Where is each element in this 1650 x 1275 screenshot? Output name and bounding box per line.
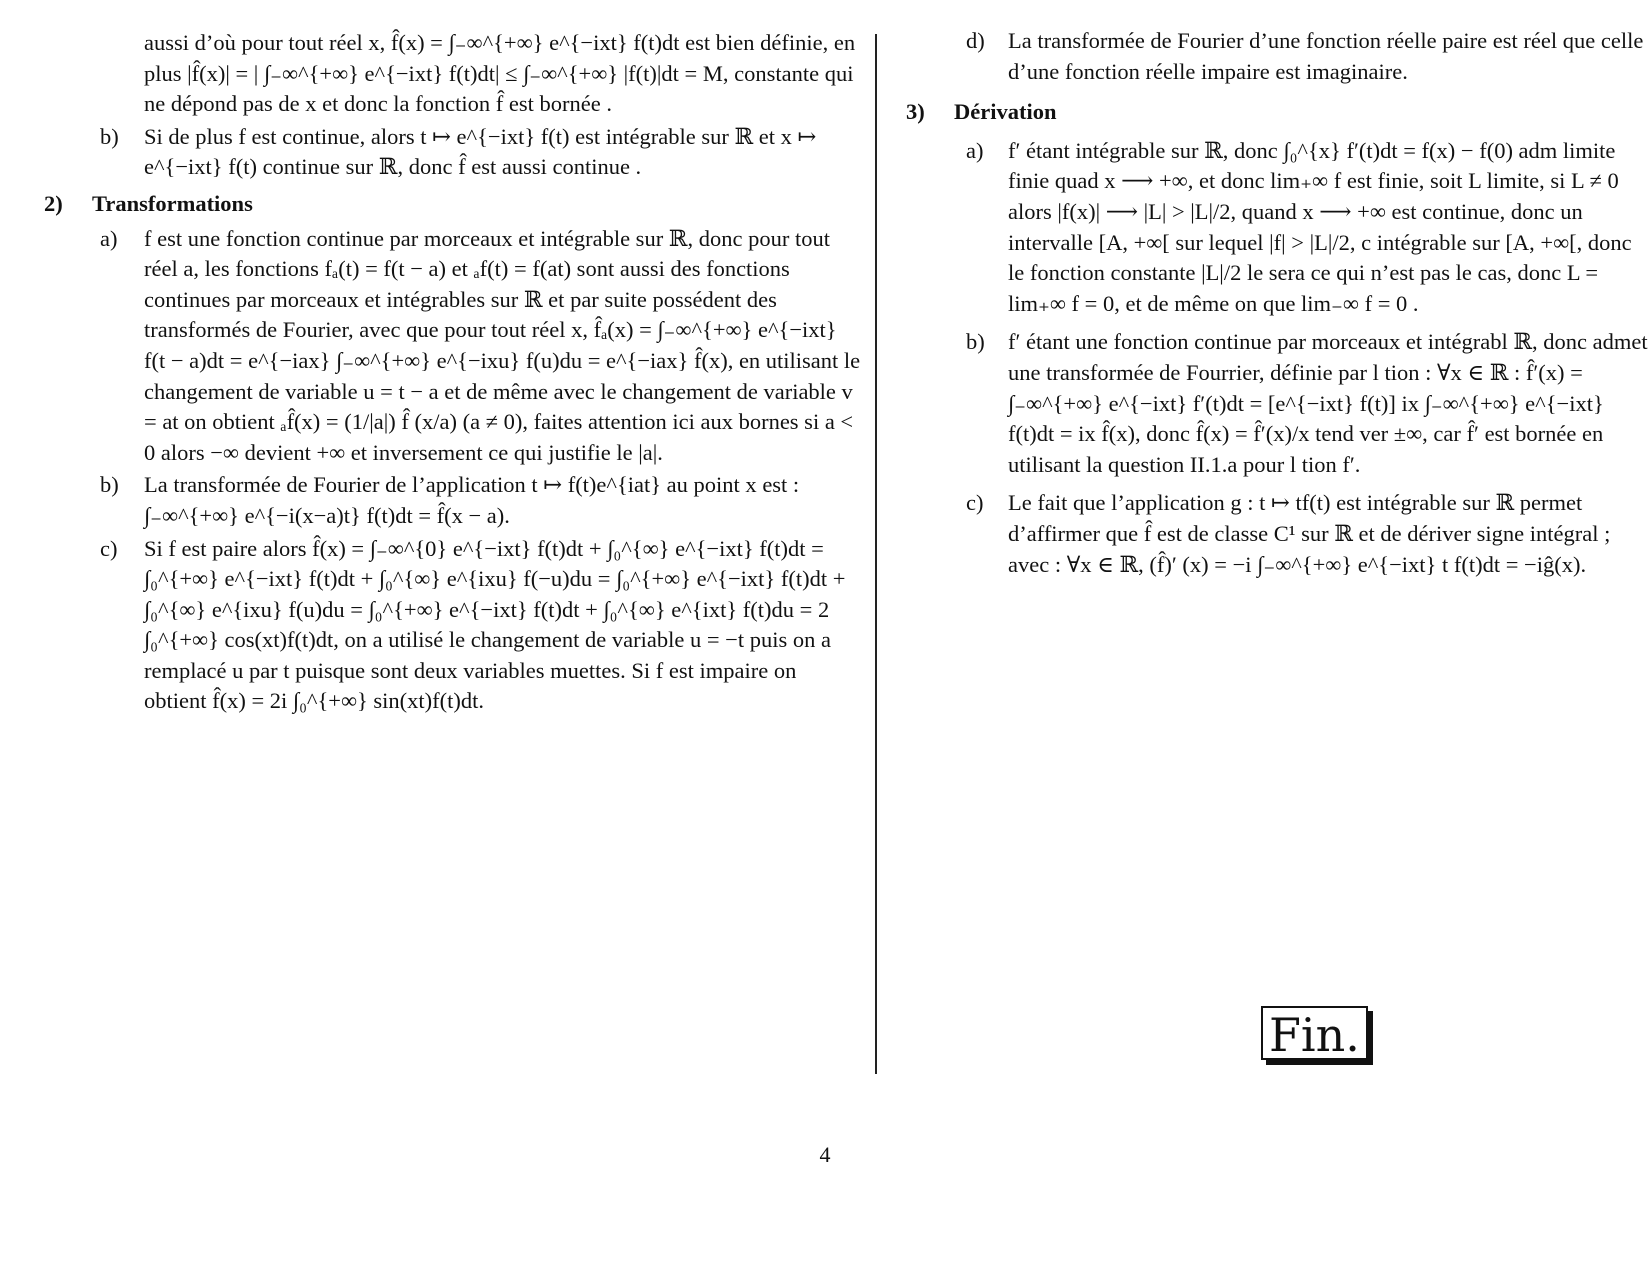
item-2a <box>40 224 862 469</box>
item-2d <box>906 26 1650 87</box>
item-2b <box>40 470 862 531</box>
text-line: que lim₋∞ f = 0 . <box>1262 290 1419 316</box>
text-line: signe intégral ; avec : <box>1008 520 1611 577</box>
text-line: limite finie quad x ⟶ +∞, et donc lim₊∞ f est finie, soit L <box>1008 137 1616 194</box>
item-label: b) <box>966 329 985 355</box>
text-line: intégrable sur [A, +∞[, donc le fonction constante |L|/2 le sera <box>1008 229 1632 286</box>
text-line: pour tout réel a, les fonctions fₐ(t) = f(t − a) et ₐf(t) = f(at) sont <box>144 225 830 282</box>
formula-line: ∀x ∈ ℝ, (f̂)′ (x) = −i ∫₋∞^{+∞} e^{−ixt} t f(t)dt = −iĝ(x). <box>1066 551 1587 577</box>
text-line: Si f est paire alors f̂(x) = ∫₋∞^{0} e^{−ixt} f(t)dt + ∫₀^{∞} e^{−ixt} f(t)dt = <box>144 535 824 561</box>
text-line: La transformée de Fourier d’une fonction réelle paire est réel <box>1008 28 1558 53</box>
text-line: qui ne dépond pas de x et donc la fonction f̂ est bornée . <box>144 60 854 117</box>
item-3b <box>906 327 1650 480</box>
item-label: d) <box>966 28 985 53</box>
left-column <box>40 26 862 717</box>
text-line: puis on a remplacé u par t puisque sont deux variables muettes. <box>144 627 831 683</box>
text-line: est : <box>762 472 800 498</box>
item-1b <box>40 122 862 183</box>
text-line: tion f′. <box>1301 451 1361 477</box>
text-line: e^{−iax} f̂(x), en utilisant le changement de variable u = t − a et de <box>144 347 861 404</box>
text-line: ce qui n’est pas le cas, donc L = lim₊∞ f = 0, et de même on <box>1008 260 1599 316</box>
text-line: Si de plus f est continue, alors t ↦ e^{−ixt} f(t) est intégrable sur ℝ et <box>144 123 776 149</box>
item-label: c) <box>100 535 118 561</box>
text-line: x ↦ e^{−ixt} f(t) continue sur ℝ, donc f̂ est aussi continue . <box>144 123 817 180</box>
section-heading-3 <box>906 97 1650 128</box>
text-line: ∫₀^{∞} e^{ixu} f(u)du = ∫₀^{+∞} e^{−ixt} f(t)dt + ∫₀^{∞} e^{ixt} f(t)du = <box>144 596 813 622</box>
text-line: ℝ, donc admet une transformée de Fourrier, définie par l <box>1008 329 1648 385</box>
right-column <box>906 26 1650 580</box>
text-line: f′ étant une fonction continue par morceaux et intégrabl <box>1008 329 1508 355</box>
text-line: (1/|a|) f̂ (x/a) (a ≠ 0), faites attention ici aux bornes si a < 0 alors −∞ <box>144 409 854 465</box>
text-line: réel x, f̂ₐ(x) = ∫₋∞^{+∞} e^{−ixt} f(t − a)dt = e^{−iax} ∫₋∞^{+∞} e^{−ixu} f(u)du = <box>144 317 837 373</box>
text-line: ∫₀^{+∞} e^{−ixt} f(t)dt + ∫₀^{∞} e^{ixu} f(−u)du = ∫₀^{+∞} e^{−ixt} f(t)dt + <box>144 566 846 592</box>
text-line: par suite possédent des transformés de Fourier, avec que pour tout <box>144 286 777 343</box>
text-line: f′ étant intégrable sur ℝ, donc ∫₀^{x} f′(t)dt = f(x) − f(0) adm <box>1008 137 1558 163</box>
page-number: 4 <box>819 1142 831 1167</box>
text-line: est continue, donc un intervalle [A, +∞[ sur lequel |f| > |L|/2, c <box>1008 198 1583 255</box>
item-2c <box>40 534 862 718</box>
text-line: aussi des fonctions continues par morceaux et intégrables sur ℝ et <box>144 256 790 312</box>
section-number: 3) <box>906 99 925 125</box>
text-line: La transformée de Fourier de l’application t ↦ f(t)e^{iat} au point x <box>144 472 757 498</box>
item-label: b) <box>100 123 119 149</box>
item-label: a) <box>966 137 984 163</box>
text-line: permet d’affirmer que f̂ est de classe C¹ sur ℝ et de dériver <box>1008 490 1583 546</box>
item-3c <box>906 488 1650 580</box>
item-label: a) <box>100 225 118 251</box>
formula-line: ∫₋∞^{+∞} e^{−i(x−a)t} f(t)dt = f̂(x − a). <box>144 502 510 528</box>
text-line: ±∞, car f̂′ est bornée en utilisant la question II.1.a pour l <box>1008 421 1604 477</box>
text-line: même avec le changement de variable v = at on obtient ₐf̂(x) = <box>144 378 853 435</box>
text-line: Si f est impaire on obtient f̂(x) = 2i ∫₀^{+∞} sin(xt)f(t)dt. <box>144 657 797 714</box>
text-line: devient +∞ et inversement ce qui justifie le |a|. <box>244 439 663 465</box>
text-line: f est une fonction continue par morceaux et intégrable sur ℝ, donc <box>144 225 743 251</box>
text-line: 2 ∫₀^{+∞} cos(xt)f(t)dt, on a utilisé le changement de variable u = −t <box>144 596 830 653</box>
column-divider <box>875 34 877 1074</box>
item-label: b) <box>100 472 119 498</box>
text-line: aussi d’où pour tout réel x, f̂(x) = ∫₋∞^{+∞} e^{−ixt} f(t)dt est bien définie, <box>144 30 829 55</box>
text-line: en plus |f̂(x)| = | ∫₋∞^{+∞} e^{−ixt} f(t)dt| ≤ ∫₋∞^{+∞} |f(t)|dt = M, constante <box>144 30 856 86</box>
section-number: 2) <box>44 190 63 216</box>
item-label: c) <box>966 490 984 516</box>
text-line: ix ∫₋∞^{+∞} e^{−ixt} f(t)dt = ix f̂(x), donc f̂(x) = f̂′(x)/x tend ver <box>1008 390 1604 447</box>
text-line: que celle d’une fonction réelle impaire est imaginaire. <box>1008 28 1644 84</box>
text-line: Le fait que l’application g : t ↦ tf(t) est intégrable sur ℝ <box>1008 490 1515 516</box>
intro-continuation <box>40 28 862 120</box>
fin-box: Fin. <box>1261 1006 1368 1060</box>
section-heading-2 <box>40 189 862 220</box>
item-3a <box>906 136 1650 320</box>
section-title: Transformations <box>92 190 253 216</box>
text-line: limite, si L ≠ 0 alors |f(x)| ⟶ |L| > |L|/2, quand x ⟶ +∞ <box>1008 168 1619 224</box>
text-line: tion : ∀x ∈ ℝ : f̂′(x) = ∫₋∞^{+∞} e^{−ixt} f′(t)dt = [e^{−ixt} f(t)] <box>1008 359 1583 416</box>
section-title: Dérivation <box>954 99 1057 125</box>
